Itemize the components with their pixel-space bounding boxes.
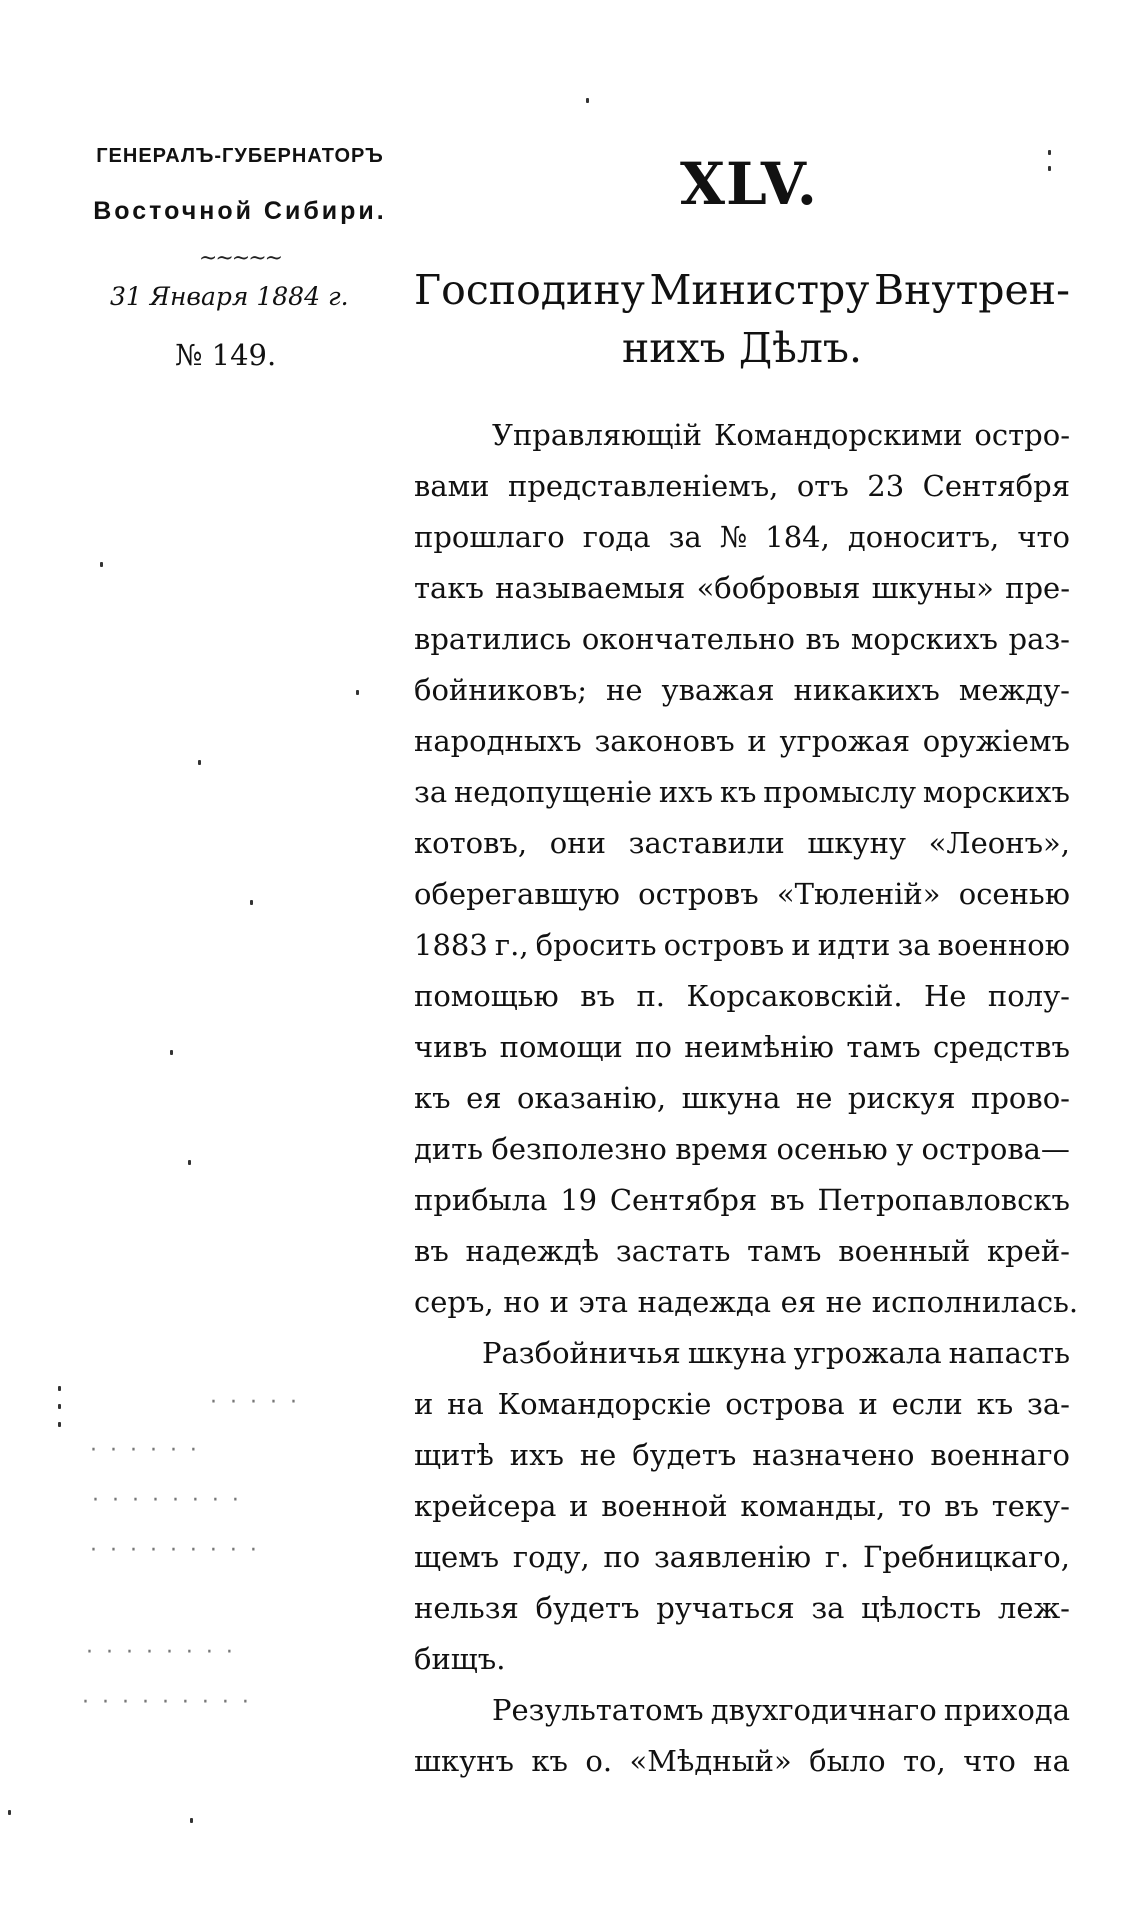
body-word: надежда	[637, 1285, 772, 1319]
print-speck	[198, 760, 201, 765]
body-word: теку-	[991, 1489, 1070, 1523]
body-word: Петропавловскъ	[817, 1183, 1070, 1217]
body-word: Результатомъ	[492, 1693, 704, 1727]
bleed-through-text: · · · · · ·	[90, 1438, 200, 1463]
body-word: представленіемъ,	[507, 469, 779, 503]
bleed-through-text: · · · · · · · · ·	[90, 1538, 260, 1563]
body-word: къ	[719, 775, 757, 809]
print-speck	[1048, 166, 1051, 171]
print-speck	[58, 1422, 61, 1427]
body-word: «бобровыя	[696, 571, 861, 605]
body-word: нельзя	[414, 1591, 519, 1625]
body-word: не	[579, 1438, 617, 1472]
body-word: Командорскими	[713, 418, 963, 452]
body-line	[414, 716, 1070, 767]
body-word: напасть	[948, 1336, 1070, 1370]
body-word: эта	[578, 1285, 629, 1319]
body-line	[414, 1226, 1070, 1277]
body-word: леж-	[997, 1591, 1070, 1625]
body-word: №	[719, 520, 748, 554]
body-word: что	[1017, 520, 1070, 554]
body-word: недопущеніе	[453, 775, 653, 809]
body-word: военной	[601, 1489, 728, 1523]
body-word: вратились	[414, 622, 572, 656]
body-word: за	[414, 775, 448, 809]
body-word: заставили	[628, 826, 785, 860]
body-word: года	[582, 520, 651, 554]
body-word: въ	[944, 1489, 979, 1523]
body-word: и	[549, 1285, 569, 1319]
body-word: крейсера	[414, 1489, 557, 1523]
body-word: Сентября	[609, 1183, 758, 1217]
body-line	[414, 971, 1070, 1022]
body-word: угрожала	[793, 1336, 942, 1370]
addressee-word: Внутрен-	[874, 266, 1070, 314]
body-word: оружіемъ	[922, 724, 1070, 758]
body-word: у	[896, 1132, 914, 1166]
body-word: заявленію	[653, 1540, 812, 1574]
body-word: Управляющій	[492, 418, 702, 452]
body-word: ихъ	[509, 1438, 564, 1472]
body-word: котовъ,	[414, 826, 528, 860]
body-word: народныхъ	[414, 724, 582, 758]
body-word: чивъ	[414, 1030, 488, 1064]
body-word: шкуну	[807, 826, 906, 860]
letter-body	[414, 410, 1079, 1787]
body-word: шкуны»	[871, 571, 994, 605]
body-word: Не	[924, 979, 967, 1013]
body-word: дить	[414, 1132, 484, 1166]
body-word: отъ	[796, 469, 849, 503]
body-word: за	[668, 520, 702, 554]
print-speck	[58, 1404, 61, 1409]
body-line	[414, 1634, 1070, 1685]
body-word: шкуна	[687, 1336, 787, 1370]
print-speck	[1048, 150, 1051, 155]
body-word: «Мѣдный»	[629, 1744, 792, 1778]
print-speck	[100, 562, 103, 567]
body-word: за	[897, 928, 931, 962]
body-word: неимѣнію	[684, 1030, 834, 1064]
bleed-through-text: · · · · ·	[210, 1390, 300, 1415]
body-line	[414, 1583, 1070, 1634]
body-word: прихода	[943, 1693, 1070, 1727]
body-word: не	[606, 673, 643, 707]
body-word: за	[811, 1591, 845, 1625]
body-word: ея	[780, 1285, 817, 1319]
body-word: команды,	[740, 1489, 886, 1523]
print-speck	[188, 1160, 191, 1165]
body-word: и	[569, 1489, 589, 1523]
body-word: военнаго	[930, 1438, 1070, 1472]
body-word: Гребницкаго,	[863, 1540, 1070, 1574]
body-word: оберегавшую	[414, 877, 620, 911]
body-word: и	[747, 724, 767, 758]
body-line	[414, 1430, 1070, 1481]
body-word: безполезно	[491, 1132, 667, 1166]
body-line	[414, 1685, 1070, 1736]
print-speck	[356, 690, 359, 695]
body-word: то,	[903, 1744, 946, 1778]
sender-title-line1: ГЕНЕРАЛЪ-ГУБЕРНАТОРЪ	[96, 145, 384, 167]
body-line	[414, 767, 1070, 818]
body-word: военный	[838, 1234, 971, 1268]
print-speck	[250, 900, 253, 905]
body-line	[414, 1277, 1079, 1328]
addressee-line1	[414, 266, 1070, 314]
body-word: за-	[1027, 1387, 1070, 1421]
body-word: на	[447, 1387, 484, 1421]
body-word: бищъ.	[414, 1642, 506, 1676]
body-word: называемыя	[495, 571, 686, 605]
body-word: осенью	[776, 1132, 888, 1166]
body-word: г.	[824, 1540, 850, 1574]
addressee-word: Господину	[414, 266, 645, 314]
body-line	[414, 1379, 1070, 1430]
body-word: рискуя	[847, 1081, 956, 1115]
body-word: военною	[937, 928, 1070, 962]
addressee-word: Министру	[649, 266, 870, 314]
body-word: шкуна	[681, 1081, 781, 1115]
body-word: идти	[817, 928, 891, 962]
body-line	[414, 1736, 1070, 1787]
body-word: оказанію,	[517, 1081, 667, 1115]
body-word: и	[791, 928, 811, 962]
body-word: остро-	[974, 418, 1070, 452]
body-line	[414, 410, 1070, 461]
body-word: о.	[585, 1744, 613, 1778]
body-word: никакихъ	[793, 673, 940, 707]
body-word: доноситъ,	[847, 520, 1000, 554]
body-line	[414, 1532, 1070, 1583]
body-word: серъ,	[414, 1285, 494, 1319]
addressee-line2: нихъ Дѣлъ.	[621, 324, 863, 372]
body-word: къ	[976, 1387, 1014, 1421]
body-line	[414, 869, 1070, 920]
body-word: щемъ	[414, 1540, 500, 1574]
letter-date: 31 Января 1884 г.	[110, 282, 349, 311]
body-word: осенью	[958, 877, 1070, 911]
body-line	[414, 563, 1070, 614]
body-word: морскихъ	[922, 775, 1070, 809]
body-word: въ	[414, 1234, 449, 1268]
body-word: морскихъ	[850, 622, 998, 656]
body-word: будетъ	[632, 1438, 737, 1472]
body-line	[414, 1073, 1070, 1124]
body-word: то	[897, 1489, 932, 1523]
body-word: пре-	[1005, 571, 1070, 605]
body-word: г.,	[494, 928, 529, 962]
body-word: вами	[414, 469, 490, 503]
body-word: Корсаковскій.	[686, 979, 903, 1013]
body-word: исполнилась.	[871, 1285, 1079, 1319]
body-word: 1883	[414, 928, 488, 962]
body-word: въ	[805, 622, 841, 656]
body-word: назначено	[752, 1438, 915, 1472]
body-word: помощью	[414, 979, 559, 1013]
body-word: прово-	[971, 1081, 1070, 1115]
body-word: что	[963, 1744, 1016, 1778]
body-word: къ	[414, 1081, 451, 1115]
body-word: тамъ	[846, 1030, 921, 1064]
body-word: не	[825, 1285, 863, 1319]
body-word: прибыла	[414, 1183, 548, 1217]
body-word: 23	[867, 469, 905, 503]
body-word: было	[809, 1744, 886, 1778]
body-word: къ	[531, 1744, 568, 1778]
body-line	[414, 512, 1070, 563]
body-word: если	[891, 1387, 963, 1421]
body-line	[414, 614, 1070, 665]
body-word: но	[503, 1285, 540, 1319]
body-word: застать	[615, 1234, 731, 1268]
bleed-through-text: · · · · · · · · ·	[82, 1690, 252, 1715]
body-line	[414, 1328, 1070, 1379]
body-word: по	[603, 1540, 641, 1574]
body-word: тамъ	[747, 1234, 822, 1268]
body-word: 184,	[765, 520, 830, 554]
print-speck	[58, 1386, 61, 1391]
print-speck	[170, 1050, 173, 1055]
body-word: время	[675, 1132, 769, 1166]
body-word: и	[858, 1387, 878, 1421]
body-word: щитѣ	[414, 1438, 494, 1472]
body-word: окончательно	[581, 622, 795, 656]
sender-title-line2: Восточной Сибири.	[93, 197, 387, 225]
body-word: въ	[580, 979, 616, 1013]
body-word: и	[414, 1387, 434, 1421]
body-line	[414, 1175, 1070, 1226]
body-line	[414, 1124, 1070, 1175]
section-number: XLV.	[680, 150, 818, 218]
body-word: полу-	[987, 979, 1070, 1013]
body-word: уважая	[661, 673, 775, 707]
body-word: они	[549, 826, 606, 860]
print-speck	[8, 1810, 11, 1815]
body-word: ихъ	[658, 775, 714, 809]
body-line	[414, 1481, 1070, 1532]
body-word: на	[1033, 1744, 1070, 1778]
body-word: острова—	[921, 1132, 1070, 1166]
body-word: будетъ	[535, 1591, 640, 1625]
bleed-through-text: · · · · · · · ·	[92, 1488, 242, 1513]
body-word: двухгодичнаго	[710, 1693, 937, 1727]
body-line	[414, 818, 1070, 869]
body-word: ручаться	[656, 1591, 795, 1625]
body-word: острова	[725, 1387, 845, 1421]
body-word: цѣлость	[861, 1591, 982, 1625]
body-word: бойниковъ;	[414, 673, 588, 707]
bleed-through-text: · · · · · · · ·	[86, 1640, 236, 1665]
body-line	[414, 461, 1070, 512]
body-word: шкунъ	[414, 1744, 514, 1778]
body-line	[414, 920, 1070, 971]
body-word: островъ	[663, 928, 785, 962]
body-word: угрожая	[779, 724, 911, 758]
body-word: такъ	[414, 571, 484, 605]
body-word: прошлаго	[414, 520, 565, 554]
body-word: между-	[958, 673, 1070, 707]
body-line	[414, 1022, 1070, 1073]
body-word: крей-	[987, 1234, 1070, 1268]
body-word: году,	[512, 1540, 590, 1574]
body-word: средствъ	[933, 1030, 1070, 1064]
body-word: «Тюленій»	[776, 877, 941, 911]
body-word: не	[795, 1081, 833, 1115]
body-word: раз-	[1008, 622, 1070, 656]
body-word: 19	[560, 1183, 598, 1217]
body-word: бросить	[535, 928, 657, 962]
body-word: ея	[466, 1081, 502, 1115]
body-word: помощи	[499, 1030, 623, 1064]
letter-number: № 149.	[175, 338, 277, 372]
body-word: Разбойничья	[482, 1336, 681, 1370]
body-word: надеждѣ	[465, 1234, 600, 1268]
ornament-flourish: ~~~~~	[198, 246, 282, 271]
body-line	[414, 665, 1070, 716]
body-word: «Леонъ»,	[928, 826, 1070, 860]
body-word: Командорскіе	[497, 1387, 712, 1421]
print-speck	[190, 1818, 193, 1823]
body-word: п.	[636, 979, 666, 1013]
body-word: по	[635, 1030, 672, 1064]
print-speck	[586, 98, 589, 103]
body-word: островъ	[638, 877, 759, 911]
body-word: Сентября	[922, 469, 1070, 503]
body-word: въ	[769, 1183, 805, 1217]
body-word: законовъ	[594, 724, 735, 758]
body-word: промыслу	[763, 775, 917, 809]
